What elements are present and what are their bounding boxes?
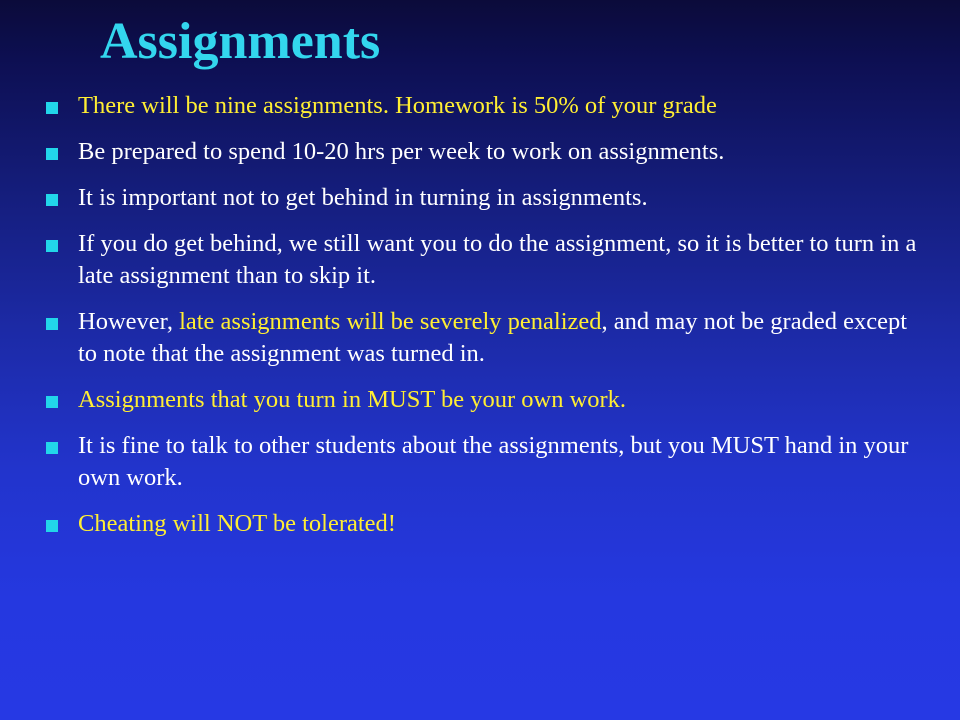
square-bullet-icon: [46, 318, 58, 330]
bullet-text: [78, 182, 926, 214]
bullet-item: [46, 508, 926, 540]
bullet-text-segment: Assignments that you turn in MUST be your own work.: [78, 386, 627, 413]
bullet-item: [46, 136, 926, 168]
square-bullet-icon: [46, 148, 58, 160]
bullet-item: [46, 306, 926, 370]
square-bullet-icon: [46, 442, 58, 454]
slide-title: Assignments: [100, 13, 381, 70]
bullet-text-segment: However,: [78, 308, 180, 335]
square-bullet-icon: [46, 240, 58, 252]
bullet-text: [78, 136, 926, 168]
bullet-item: [46, 228, 926, 292]
square-bullet-icon: [46, 194, 58, 206]
bullet-text: [78, 228, 926, 292]
bullet-text-segment: Cheating will NOT be tolerated!: [78, 510, 396, 537]
bullet-text-segment: It is fine to talk to other students about the assignments, but you MUST hand in your own work.: [78, 432, 909, 491]
bullet-text-segment: If you do get behind, we still want you to do the assignment, so it is better to turn in a late assignment than to skip it.: [78, 230, 917, 289]
bullet-text: [78, 508, 926, 540]
square-bullet-icon: [46, 396, 58, 408]
bullet-text-segment: It is important not to get behind in turning in assignments.: [78, 184, 648, 211]
bullet-item: [46, 182, 926, 214]
bullet-text-segment: There will be nine assignments. Homework is 50% of your grade: [78, 92, 717, 119]
bullet-text-segment: , and may not be graded except to note that the assignment was turned in.: [78, 308, 907, 367]
square-bullet-icon: [46, 102, 58, 114]
bullet-text-segment: Be prepared to spend 10-20 hrs per week to work on assignments.: [78, 138, 725, 165]
bullet-list: [46, 90, 926, 554]
bullet-text: [78, 384, 926, 416]
bullet-item: [46, 384, 926, 416]
bullet-item: [46, 430, 926, 494]
bullet-text: [78, 306, 926, 370]
square-bullet-icon: [46, 520, 58, 532]
bullet-text: [78, 90, 926, 122]
bullet-text-segment-highlight: late assignments will be severely penalized: [179, 308, 602, 335]
bullet-item: [46, 90, 926, 122]
bullet-text: [78, 430, 926, 494]
